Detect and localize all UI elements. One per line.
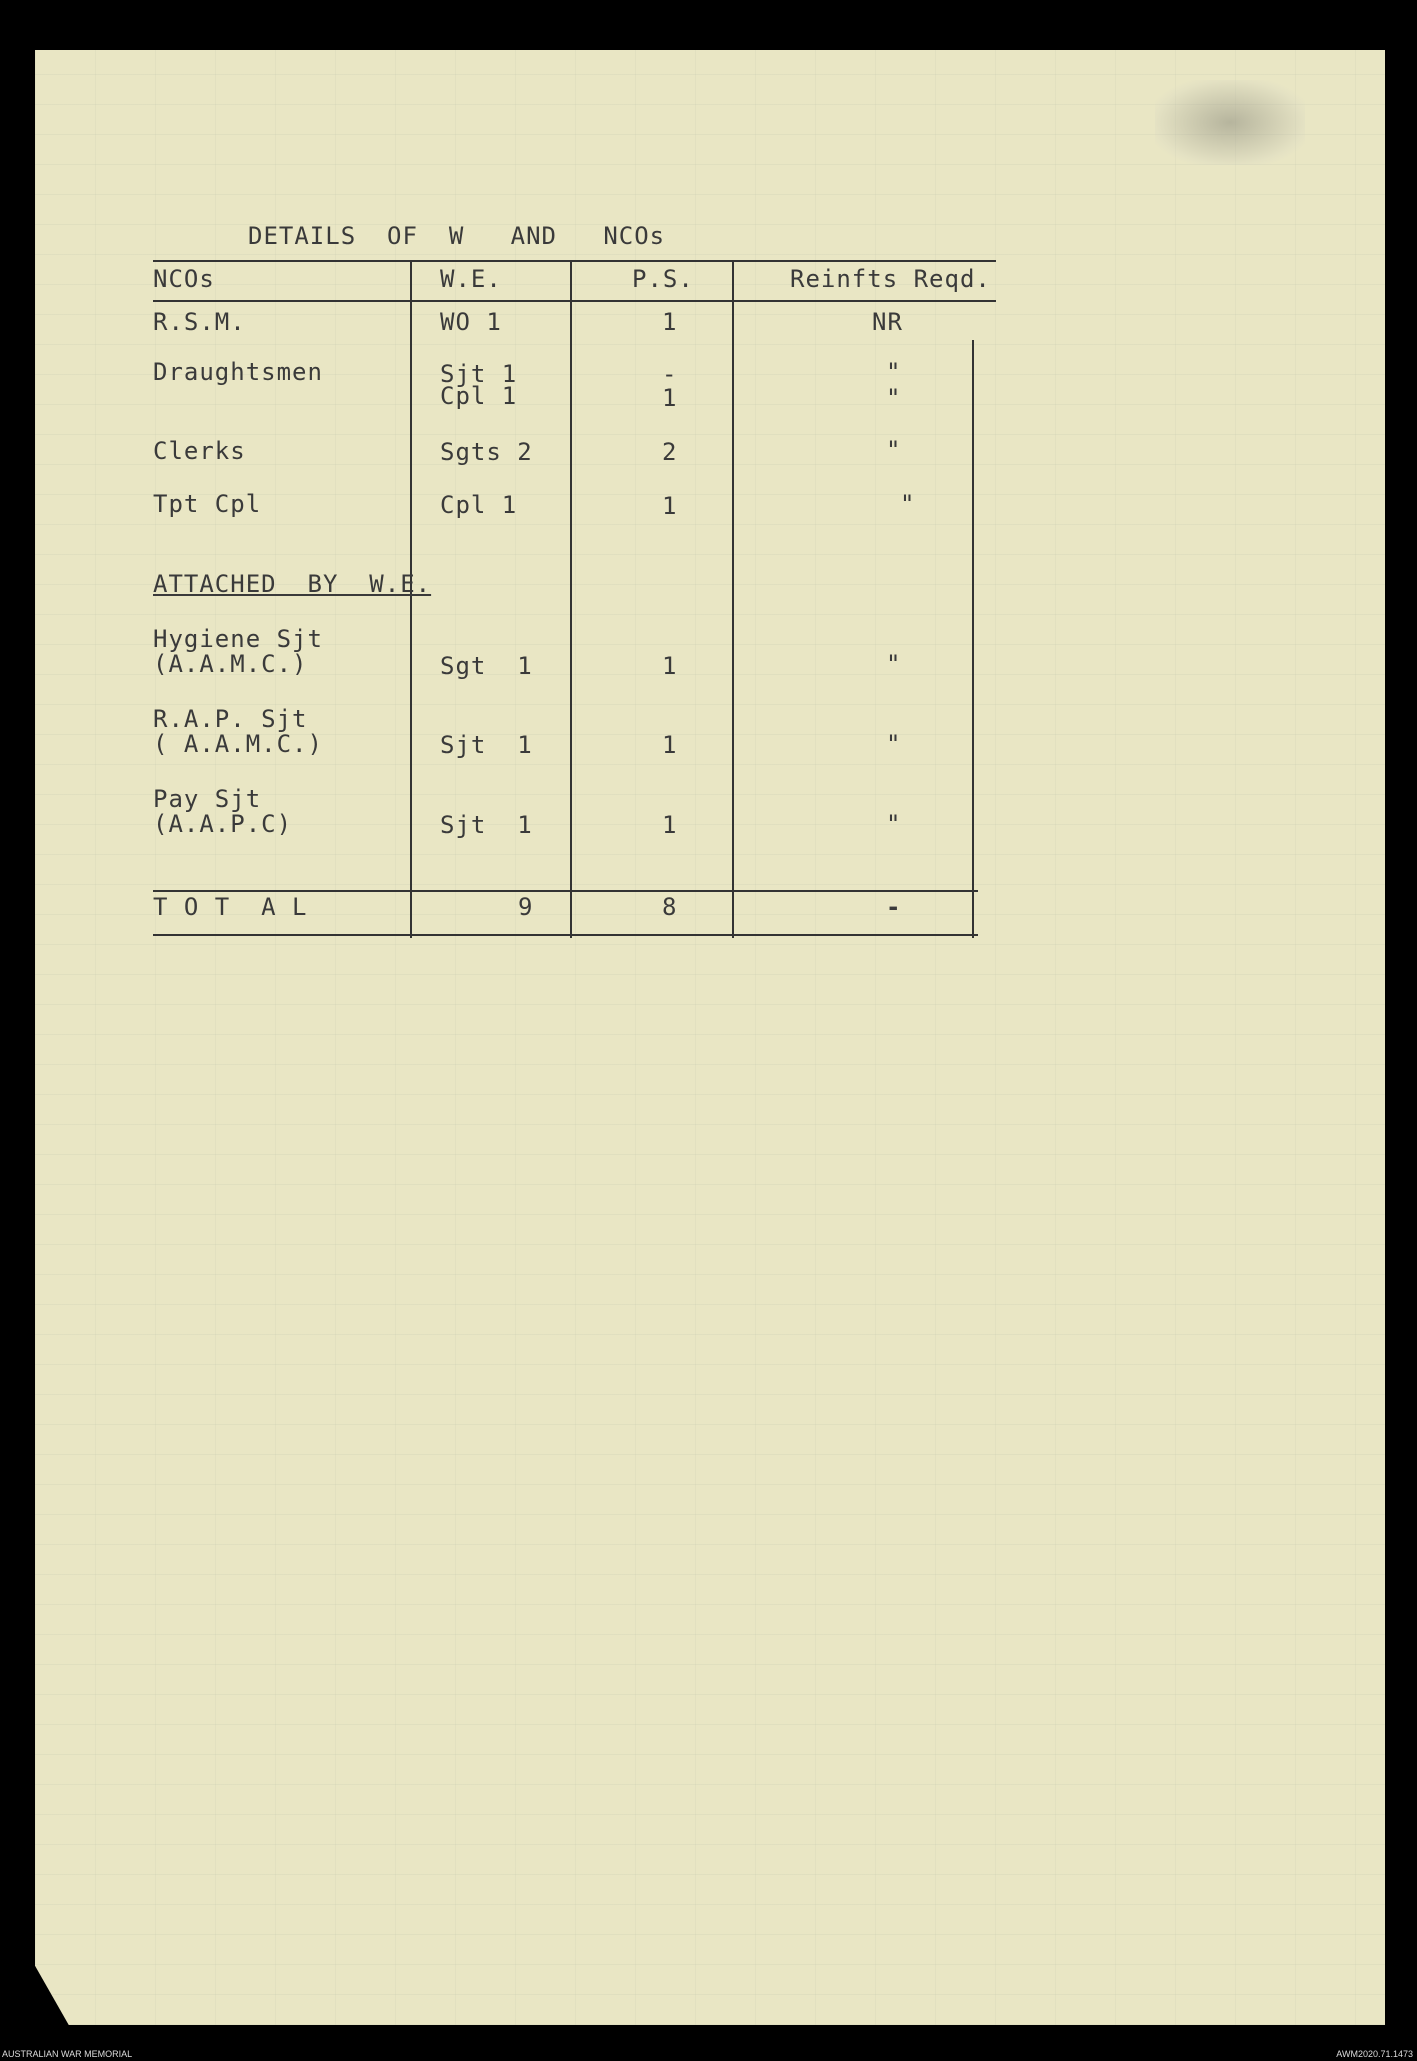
total-bottom-rule xyxy=(153,934,978,936)
table-row-cpl-we: Cpl 1 xyxy=(440,382,518,410)
column-divider-3 xyxy=(732,260,734,938)
column-divider-2 xyxy=(570,260,572,938)
table-row-clerks-ps: 2 xyxy=(662,438,678,466)
table-row-cpl-reinf: " xyxy=(886,384,902,412)
column-header-ncos: NCOs xyxy=(153,265,215,293)
archive-footer xyxy=(0,2049,1417,2061)
column-header-ps: P.S. xyxy=(632,265,694,293)
document-sheet xyxy=(35,50,1385,2025)
footer-institution: AUSTRALIAN WAR MEMORIAL xyxy=(2,2049,133,2059)
table-row-cpl-ps: 1 xyxy=(662,384,678,412)
attached-row-hygiene-line2: (A.A.M.C.) xyxy=(153,650,308,678)
table-row-tpt-cpl-reinf: " xyxy=(900,490,916,518)
attached-heading: ATTACHED BY W.E. xyxy=(153,570,432,598)
table-row-draughtsmen-ps: - xyxy=(662,360,678,388)
header-rule xyxy=(153,300,996,302)
column-header-reinforcements: Reinfts Reqd. xyxy=(790,265,991,293)
column-header-we: W.E. xyxy=(440,265,502,293)
attached-row-rap-ps: 1 xyxy=(662,731,678,759)
attached-row-rap-reinf: " xyxy=(886,730,902,758)
column-divider-4 xyxy=(972,340,974,938)
total-reinf: - xyxy=(886,893,902,921)
table-row-clerks-we: Sgts 2 xyxy=(440,438,533,466)
document-title: DETAILS OF W AND NCOs xyxy=(248,222,666,250)
total-top-rule xyxy=(153,890,978,892)
attached-row-rap-we: Sjt 1 xyxy=(440,731,533,759)
table-row-rsm-we: WO 1 xyxy=(440,308,502,336)
table-row-tpt-cpl-we: Cpl 1 xyxy=(440,491,518,519)
attached-row-pay-we: Sjt 1 xyxy=(440,811,533,839)
table-row-rsm-ps: 1 xyxy=(662,308,678,336)
table-row-draughtsmen-we: Sjt 1 xyxy=(440,360,518,388)
table-row-rsm-reinf: NR xyxy=(872,308,903,336)
total-label: T O T A L xyxy=(153,893,308,921)
attached-row-pay-ps: 1 xyxy=(662,811,678,839)
attached-row-pay-reinf: " xyxy=(886,810,902,838)
table-row-tpt-cpl-nco: Tpt Cpl xyxy=(153,490,262,518)
table-row-tpt-cpl-ps: 1 xyxy=(662,492,678,520)
total-ps: 8 xyxy=(662,893,678,921)
footer-reference: AWM2020.71.1473 xyxy=(1336,2049,1413,2059)
table-row-rsm-nco: R.S.M. xyxy=(153,308,246,336)
attached-row-pay-line1: Pay Sjt xyxy=(153,785,262,813)
attached-row-rap-line1: R.A.P. Sjt xyxy=(153,705,308,733)
stain-mark xyxy=(1155,80,1305,165)
attached-row-hygiene-line1: Hygiene Sjt xyxy=(153,625,323,653)
attached-row-hygiene-we: Sgt 1 xyxy=(440,652,533,680)
attached-row-hygiene-reinf: " xyxy=(886,650,902,678)
table-row-clerks-nco: Clerks xyxy=(153,437,246,465)
table-top-rule xyxy=(153,260,996,262)
total-we: 9 xyxy=(518,893,534,921)
attached-row-hygiene-ps: 1 xyxy=(662,652,678,680)
table-row-clerks-reinf: " xyxy=(886,436,902,464)
attached-row-rap-line2: ( A.A.M.C.) xyxy=(153,730,323,758)
table-row-draughtsmen-reinf: " xyxy=(886,358,902,386)
table-row-draughtsmen-nco: Draughtsmen xyxy=(153,358,323,386)
column-divider-1 xyxy=(410,260,412,938)
attached-row-pay-line2: (A.A.P.C) xyxy=(153,810,293,838)
